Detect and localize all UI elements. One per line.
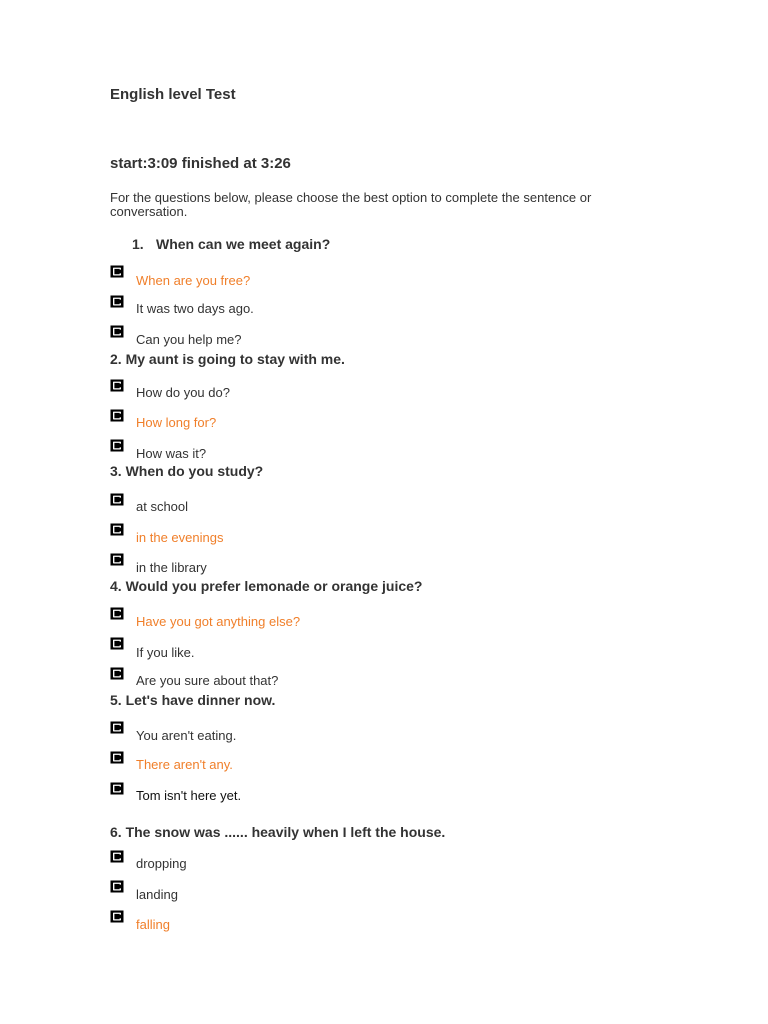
question-1-option-b[interactable]: It was two days ago. [136, 301, 254, 316]
question-1-text: When can we meet again? [156, 236, 331, 252]
radio-button-icon[interactable] [110, 493, 124, 506]
question-1-option-a[interactable]: When are you free? [136, 273, 251, 288]
radio-button-icon[interactable] [110, 751, 124, 764]
question-2: 2. My aunt is going to stay with me. [110, 351, 345, 367]
question-4: 4. Would you prefer lemonade or orange juice? [110, 578, 423, 594]
radio-button-icon[interactable] [110, 667, 124, 680]
question-3-option-b[interactable]: in the evenings [136, 530, 224, 545]
question-5-option-a[interactable]: You aren't eating. [136, 728, 237, 743]
radio-button-icon[interactable] [110, 325, 124, 338]
question-6-option-c[interactable]: falling [136, 917, 170, 932]
question-3-option-a[interactable]: at school [136, 499, 189, 514]
timing-line: start:3:09 finished at 3:26 [110, 155, 291, 172]
question-1-option-c[interactable]: Can you help me? [136, 332, 242, 347]
question-5-option-b[interactable]: There aren't any. [136, 757, 233, 772]
question-2-option-a[interactable]: How do you do? [136, 385, 230, 400]
question-1 [132, 236, 330, 252]
question-6-option-b[interactable]: landing [136, 887, 178, 902]
radio-button-icon[interactable] [110, 850, 124, 863]
question-3: 3. When do you study? [110, 463, 264, 479]
page-title: English level Test [110, 86, 236, 103]
radio-button-icon[interactable] [110, 782, 124, 795]
radio-button-icon[interactable] [110, 295, 124, 308]
question-2-option-c[interactable]: How was it? [136, 446, 207, 461]
radio-button-icon[interactable] [110, 439, 124, 452]
question-4-option-b[interactable]: If you like. [136, 645, 195, 660]
question-6-option-a[interactable]: dropping [136, 856, 187, 871]
question-3-option-c[interactable]: in the library [136, 560, 207, 575]
radio-button-icon[interactable] [110, 265, 124, 278]
radio-button-icon[interactable] [110, 409, 124, 422]
question-4-option-a[interactable]: Have you got anything else? [136, 614, 301, 629]
radio-button-icon[interactable] [110, 553, 124, 566]
radio-button-icon[interactable] [110, 880, 124, 893]
question-5: 5. Let's have dinner now. [110, 692, 276, 708]
radio-button-icon[interactable] [110, 721, 124, 734]
radio-button-icon[interactable] [110, 523, 124, 536]
radio-button-icon[interactable] [110, 379, 124, 392]
question-6: 6. The snow was ...... heavily when I left the house. [110, 824, 446, 840]
question-2-option-b[interactable]: How long for? [136, 415, 217, 430]
question-5-option-c[interactable]: Tom isn't here yet. [136, 788, 242, 803]
radio-button-icon[interactable] [110, 910, 124, 923]
question-4-option-c[interactable]: Are you sure about that? [136, 673, 279, 688]
radio-button-icon[interactable] [110, 637, 124, 650]
radio-button-icon[interactable] [110, 607, 124, 620]
question-1-number: 1. [132, 236, 144, 252]
instructions: For the questions below, please choose the best option to complete the sentence or conversation. [110, 190, 592, 219]
